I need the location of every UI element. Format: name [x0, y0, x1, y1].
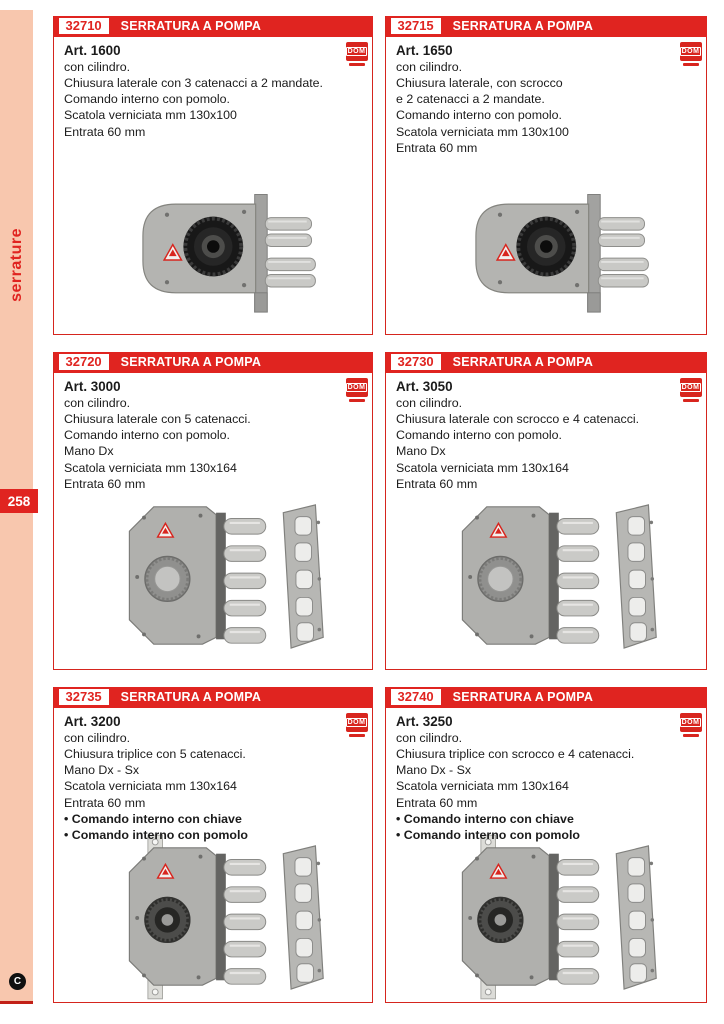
dom-brand-logo	[344, 42, 369, 66]
description-bullet: • Comando interno con pomolo	[64, 827, 248, 842]
dom-logo-tagline	[683, 399, 699, 402]
description-line: con cilindro.	[396, 395, 463, 410]
product-description	[54, 37, 372, 140]
product-code-badge: 32740	[391, 689, 441, 705]
product-image	[54, 493, 372, 659]
dom-logo-text: DOM	[681, 384, 700, 391]
product-card-32710	[53, 16, 373, 335]
description-line: Comando interno con pomolo.	[396, 108, 562, 123]
description-line: Comando interno con pomolo.	[64, 428, 230, 443]
pump-lock-vertical-image	[440, 493, 664, 659]
product-category-title: SERRATURA A POMPA	[120, 355, 262, 369]
copyright-mark-icon: C	[9, 973, 26, 990]
description-line: Chiusura laterale con scrocco e 4 catenacci.	[396, 411, 640, 426]
article-number: Art. 3200	[64, 713, 121, 729]
product-code-badge: 32735	[59, 689, 109, 705]
product-card-32735	[53, 687, 373, 1003]
dom-brand-logo	[678, 378, 703, 402]
pump-lock-vertical-image	[107, 493, 331, 659]
dom-logo-text: DOM	[681, 48, 700, 55]
product-code-badge: 32720	[59, 354, 109, 370]
pump-lock-vertical-strip-image	[440, 834, 664, 1000]
dom-brand-logo	[678, 713, 703, 737]
dom-logo-text: DOM	[347, 719, 366, 726]
description-line: Entrata 60 mm	[396, 795, 478, 810]
product-description	[54, 373, 372, 492]
description-line: e 2 catenacci a 2 mandate.	[396, 92, 545, 107]
product-header	[54, 16, 373, 37]
article-number: Art. 1650	[396, 42, 453, 58]
description-bullet: • Comando interno con chiave	[64, 811, 242, 826]
description-line: Chiusura laterale con 3 catenacci a 2 mandate.	[64, 75, 323, 90]
product-category-title: SERRATURA A POMPA	[452, 355, 594, 369]
product-category-title: SERRATURA A POMPA	[452, 690, 594, 704]
dom-logo-tagline	[349, 734, 365, 737]
description-line: con cilindro.	[396, 730, 463, 745]
product-image	[386, 175, 706, 320]
dom-brand-logo	[344, 713, 369, 737]
article-number: Art. 1600	[64, 42, 121, 58]
description-bullet: • Comando interno con pomolo	[396, 827, 580, 842]
pump-lock-horizontal-image	[447, 175, 659, 320]
product-card-32715	[385, 16, 707, 335]
product-card-32740	[385, 687, 707, 1003]
product-description	[386, 37, 706, 156]
description-line: Entrata 60 mm	[64, 795, 146, 810]
dom-logo-tagline	[683, 734, 699, 737]
description-line: con cilindro.	[64, 59, 131, 74]
description-line: Chiusura triplice con scrocco e 4 catenacci.	[396, 746, 635, 761]
description-line: con cilindro.	[396, 59, 463, 74]
product-description	[54, 708, 372, 844]
product-header	[54, 687, 373, 708]
product-code-badge: 32715	[391, 18, 441, 34]
dom-logo-tagline	[349, 399, 365, 402]
description-bullet: • Comando interno con chiave	[396, 811, 574, 826]
product-category-title: SERRATURA A POMPA	[120, 690, 262, 704]
product-card-32720	[53, 352, 373, 670]
article-number: Art. 3050	[396, 378, 453, 394]
description-line: Entrata 60 mm	[64, 124, 146, 139]
description-line: Scatola verniciata mm 130x100	[64, 108, 237, 123]
description-line: con cilindro.	[64, 395, 131, 410]
description-line: con cilindro.	[64, 730, 131, 745]
description-line: Scatola verniciata mm 130x164	[64, 779, 237, 794]
product-code-badge: 32730	[391, 354, 441, 370]
product-header	[386, 16, 707, 37]
article-number: Art. 3000	[64, 378, 121, 394]
product-image	[386, 834, 706, 1000]
product-image	[54, 175, 372, 320]
description-line: Chiusura laterale, con scrocco	[396, 75, 563, 90]
description-line: Chiusura laterale con 5 catenacci.	[64, 411, 251, 426]
description-line: Comando interno con pomolo.	[396, 428, 562, 443]
dom-logo-text: DOM	[347, 384, 366, 391]
dom-logo-tagline	[349, 63, 365, 66]
product-category-title: SERRATURA A POMPA	[452, 19, 594, 33]
description-line: Entrata 60 mm	[396, 140, 478, 155]
description-line: Scatola verniciata mm 130x164	[64, 460, 237, 475]
product-code-badge: 32710	[59, 18, 109, 34]
description-line: Entrata 60 mm	[64, 476, 146, 491]
description-line: Mano Dx	[64, 444, 114, 459]
description-line: Scatola verniciata mm 130x164	[396, 460, 569, 475]
pump-lock-horizontal-image	[114, 175, 326, 320]
sidebar-section-label: serrature	[7, 228, 25, 302]
description-line: Comando interno con pomolo.	[64, 92, 230, 107]
dom-brand-logo	[344, 378, 369, 402]
product-image	[54, 834, 372, 1000]
description-line: Entrata 60 mm	[396, 476, 478, 491]
description-line: Mano Dx - Sx	[396, 763, 472, 778]
product-image	[386, 493, 706, 659]
description-line: Mano Dx - Sx	[64, 763, 140, 778]
product-description	[386, 708, 706, 844]
description-line: Scatola verniciata mm 130x100	[396, 124, 569, 139]
dom-logo-text: DOM	[347, 48, 366, 55]
product-card-32730	[385, 352, 707, 670]
description-line: Scatola verniciata mm 130x164	[396, 779, 569, 794]
page-number-badge: 258	[0, 489, 38, 513]
article-number: Art. 3250	[396, 713, 453, 729]
pump-lock-vertical-strip-image	[107, 834, 331, 1000]
dom-brand-logo	[678, 42, 703, 66]
product-header	[54, 352, 373, 373]
dom-logo-text: DOM	[681, 719, 700, 726]
dom-logo-tagline	[683, 63, 699, 66]
description-line: Mano Dx	[396, 444, 446, 459]
product-description	[386, 373, 706, 492]
product-header	[386, 352, 707, 373]
product-header	[386, 687, 707, 708]
description-line: Chiusura triplice con 5 catenacci.	[64, 746, 246, 761]
product-category-title: SERRATURA A POMPA	[120, 19, 262, 33]
